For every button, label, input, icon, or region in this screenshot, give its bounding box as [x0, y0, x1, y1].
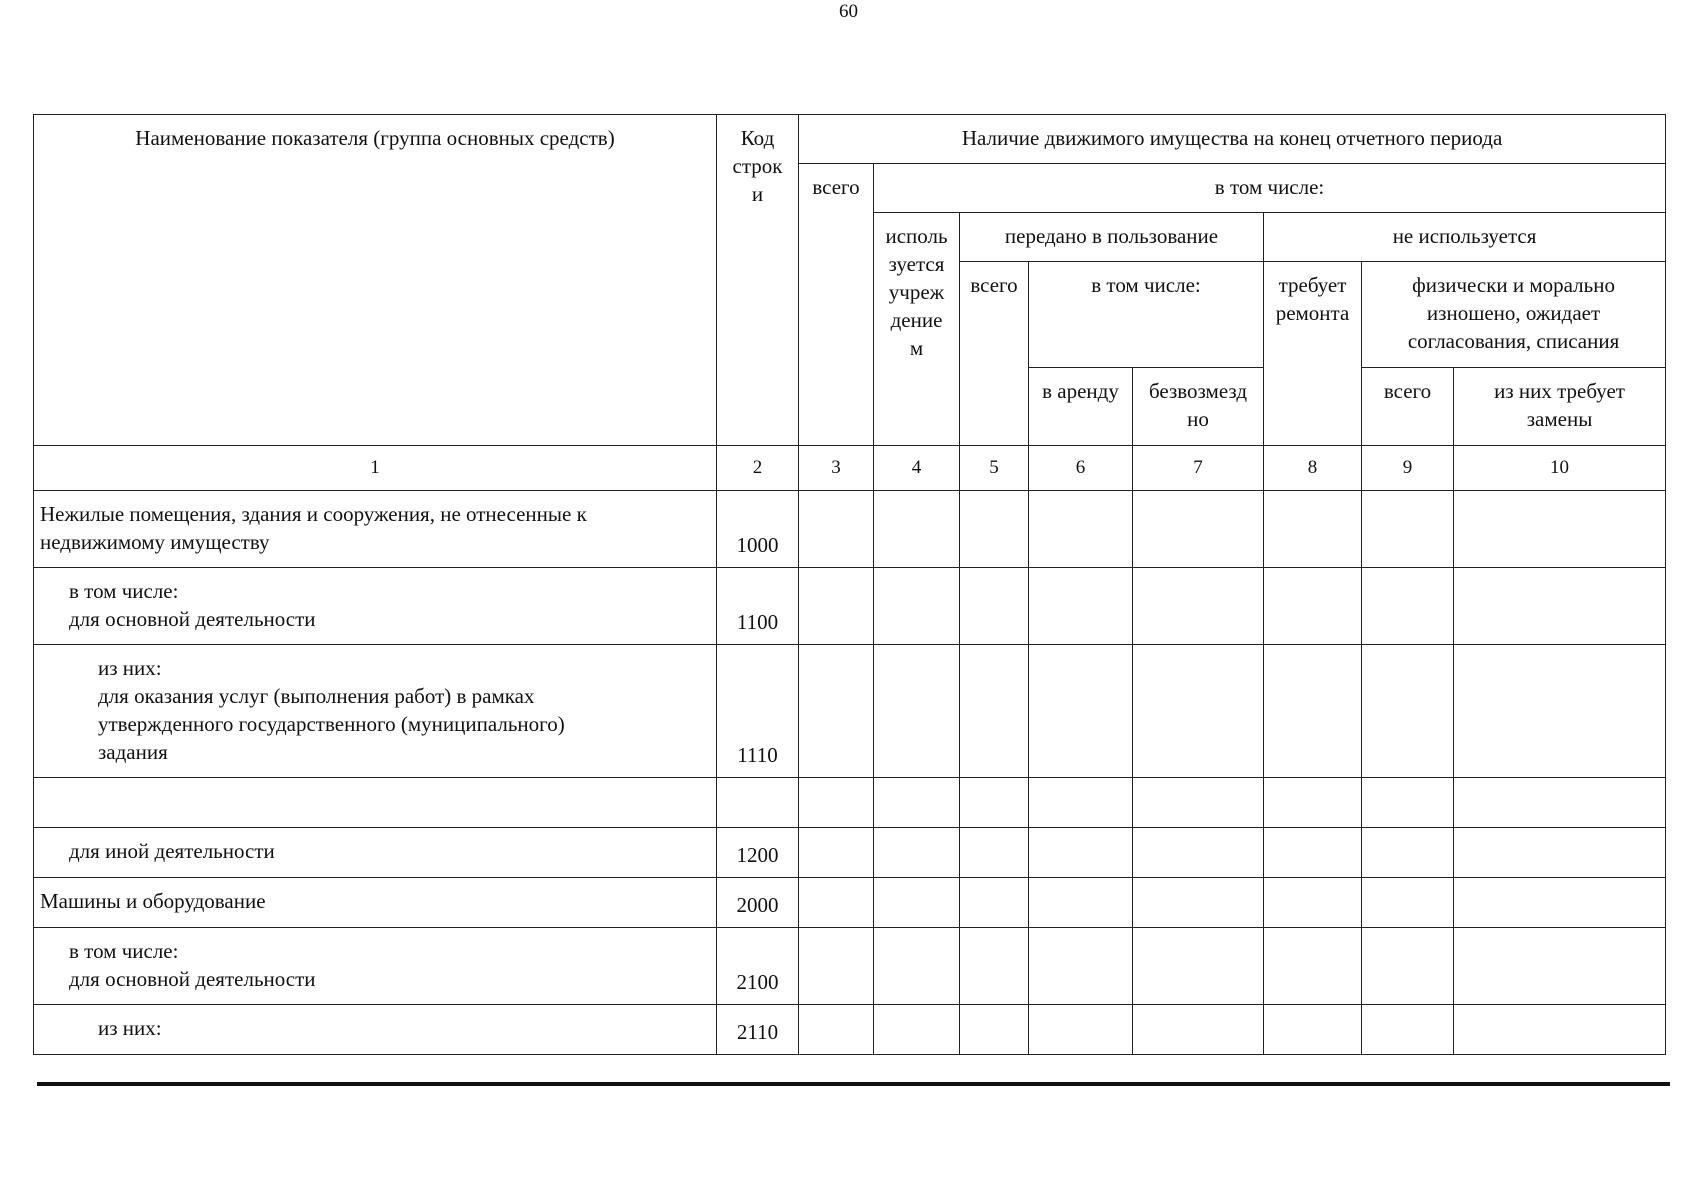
column-number: 10 [1454, 446, 1666, 491]
value-cell[interactable] [874, 928, 960, 1005]
row-name-line: для основной деятельности [69, 967, 316, 991]
value-cell[interactable] [1264, 1005, 1362, 1055]
row-name-line: Машины и оборудование [40, 889, 266, 913]
value-cell[interactable] [1362, 568, 1454, 645]
value-cell[interactable] [1454, 568, 1666, 645]
header-transferred-total [960, 262, 1029, 446]
header-transferred-label: передано в пользование [1004, 224, 1219, 248]
property-table [33, 114, 1666, 1055]
value-cell[interactable] [1264, 928, 1362, 1005]
value-cell[interactable] [799, 645, 874, 778]
value-cell[interactable] [1362, 878, 1454, 928]
value-cell[interactable] [1454, 828, 1666, 878]
header-worn-out [1362, 262, 1666, 368]
header-transferred-including [1029, 262, 1264, 368]
value-cell[interactable] [1133, 778, 1264, 828]
column-number: 1 [34, 446, 717, 491]
row-code: 2100 [717, 928, 799, 1005]
value-cell[interactable] [1029, 645, 1133, 778]
header-not-used-label: не используется [1392, 224, 1537, 248]
header-used-line: исполь [885, 224, 948, 248]
header-including-label: в том числе: [1214, 175, 1325, 199]
header-free-use [1133, 368, 1264, 446]
value-cell[interactable] [960, 1005, 1029, 1055]
value-cell[interactable] [1264, 828, 1362, 878]
row-name [34, 491, 717, 568]
value-cell[interactable] [874, 568, 960, 645]
value-cell[interactable] [1264, 778, 1362, 828]
value-cell[interactable] [1362, 491, 1454, 568]
value-cell[interactable] [1133, 928, 1264, 1005]
header-worn-line: физически и морально [1412, 273, 1615, 297]
value-cell[interactable] [799, 1005, 874, 1055]
header-used-line: учреж [888, 280, 945, 304]
value-cell[interactable] [874, 645, 960, 778]
row-name-line: недвижимому имуществу [40, 530, 270, 554]
row-code[interactable] [717, 778, 799, 828]
value-cell[interactable] [1029, 1005, 1133, 1055]
header-free-line: безвозмезд [1148, 379, 1248, 403]
row-name-line: в том числе: [69, 939, 179, 963]
value-cell[interactable] [960, 568, 1029, 645]
row-code: 1000 [717, 491, 799, 568]
value-cell[interactable] [1362, 1005, 1454, 1055]
value-cell[interactable] [799, 928, 874, 1005]
value-cell[interactable] [799, 568, 874, 645]
row-name-line: из них: [98, 1016, 162, 1040]
value-cell[interactable] [1454, 778, 1666, 828]
table-row [34, 828, 1666, 878]
header-worn-total-label: всего [1383, 379, 1432, 403]
value-cell[interactable] [1133, 828, 1264, 878]
row-name-line: для иной деятельности [69, 839, 275, 863]
row-name [34, 568, 717, 645]
row-name[interactable] [34, 778, 717, 828]
value-cell[interactable] [1029, 778, 1133, 828]
value-cell[interactable] [1362, 778, 1454, 828]
row-code: 2000 [717, 878, 799, 928]
header-need-replacement [1454, 368, 1666, 446]
header-including [874, 164, 1666, 213]
table-row [34, 878, 1666, 928]
value-cell[interactable] [799, 491, 874, 568]
row-name [34, 1005, 717, 1055]
value-cell[interactable] [1029, 878, 1133, 928]
column-number: 2 [717, 446, 799, 491]
value-cell[interactable] [1264, 878, 1362, 928]
column-number: 9 [1362, 446, 1454, 491]
row-name-line: задания [98, 740, 168, 764]
header-free-line: но [1187, 407, 1209, 431]
value-cell[interactable] [874, 878, 960, 928]
value-cell[interactable] [1133, 1005, 1264, 1055]
header-availability [799, 115, 1666, 164]
column-numbers-row [34, 446, 1666, 491]
row-name-line: Нежилые помещения, здания и сооружения, не отнесенные к [40, 502, 587, 526]
row-name-line: утвержденного государственного (муниципального) [98, 712, 565, 736]
row-code: 2110 [717, 1005, 799, 1055]
value-cell[interactable] [1029, 491, 1133, 568]
header-replacement-line: из них требует [1494, 379, 1625, 403]
header-name-label: Наименование показателя (группа основных средств) [135, 126, 615, 150]
value-cell[interactable] [799, 778, 874, 828]
row-code: 1110 [717, 645, 799, 778]
header-needs-repair [1264, 262, 1362, 446]
header-used-line: зуется [888, 252, 945, 276]
value-cell[interactable] [874, 491, 960, 568]
header-transferred-including-label: в том числе: [1091, 273, 1201, 297]
value-cell[interactable] [960, 878, 1029, 928]
header-rent-label: в аренду [1042, 379, 1119, 403]
column-number: 3 [799, 446, 874, 491]
value-cell[interactable] [1264, 645, 1362, 778]
column-number: 6 [1029, 446, 1133, 491]
header-transferred [960, 213, 1264, 262]
header-repair-line: ремонта [1275, 301, 1350, 325]
value-cell[interactable] [1362, 928, 1454, 1005]
header-transferred-total-label: всего [970, 273, 1018, 297]
value-cell[interactable] [1454, 878, 1666, 928]
value-cell[interactable] [960, 928, 1029, 1005]
row-name [34, 828, 717, 878]
table-row [34, 778, 1666, 828]
value-cell[interactable] [1029, 928, 1133, 1005]
table-row [34, 568, 1666, 645]
header-worn-line: изношено, ожидает [1426, 301, 1601, 325]
column-number: 5 [960, 446, 1029, 491]
value-cell[interactable] [1362, 828, 1454, 878]
column-number: 8 [1264, 446, 1362, 491]
header-availability-label: Наличие движимого имущества на конец отчетного периода [961, 126, 1503, 150]
header-used-line: дение [890, 308, 943, 332]
header-replacement-line: замены [1526, 407, 1593, 431]
table-row [34, 645, 1666, 778]
header-total-label: всего [812, 175, 860, 199]
value-cell[interactable] [1133, 491, 1264, 568]
column-number: 4 [874, 446, 960, 491]
value-cell[interactable] [1133, 645, 1264, 778]
value-cell[interactable] [960, 491, 1029, 568]
header-code-column [717, 115, 799, 446]
table-row [34, 491, 1666, 568]
value-cell[interactable] [799, 878, 874, 928]
value-cell[interactable] [1362, 645, 1454, 778]
value-cell[interactable] [1133, 568, 1264, 645]
row-name [34, 928, 717, 1005]
header-used-line: м [909, 336, 924, 360]
value-cell[interactable] [960, 828, 1029, 878]
row-name [34, 878, 717, 928]
header-not-used [1264, 213, 1666, 262]
value-cell[interactable] [874, 1005, 960, 1055]
value-cell[interactable] [1454, 1005, 1666, 1055]
value-cell[interactable] [960, 778, 1029, 828]
header-total [799, 164, 874, 446]
row-name-line: в том числе: [69, 579, 179, 603]
value-cell[interactable] [1264, 568, 1362, 645]
row-code: 1100 [717, 568, 799, 645]
column-number: 7 [1133, 446, 1264, 491]
table-row [34, 1005, 1666, 1055]
table-row [34, 928, 1666, 1005]
value-cell[interactable] [960, 645, 1029, 778]
header-repair-line: требует [1278, 273, 1347, 297]
header-name-column [34, 115, 717, 446]
header-worn-total [1362, 368, 1454, 446]
value-cell[interactable] [874, 828, 960, 878]
row-name-line: из них: [98, 656, 162, 680]
header-code-line: Код [740, 126, 775, 150]
row-code: 1200 [717, 828, 799, 878]
header-worn-line: согласования, списания [1407, 329, 1620, 353]
value-cell[interactable] [1029, 568, 1133, 645]
row-name-line: для оказания услуг (выполнения работ) в рамках [98, 684, 535, 708]
value-cell[interactable] [1454, 928, 1666, 1005]
header-code-line: строк [732, 154, 783, 178]
row-name-line: для основной деятельности [69, 607, 316, 631]
value-cell[interactable] [799, 828, 874, 878]
row-name [34, 645, 717, 778]
page-number: 60 [839, 1, 858, 22]
header-used-by-institution [874, 213, 960, 446]
value-cell[interactable] [1029, 828, 1133, 878]
header-rent [1029, 368, 1133, 446]
value-cell[interactable] [874, 778, 960, 828]
value-cell[interactable] [1454, 491, 1666, 568]
header-code-line: и [751, 182, 764, 206]
value-cell[interactable] [1133, 878, 1264, 928]
value-cell[interactable] [1264, 491, 1362, 568]
page-divider [37, 1082, 1670, 1086]
value-cell[interactable] [1454, 645, 1666, 778]
